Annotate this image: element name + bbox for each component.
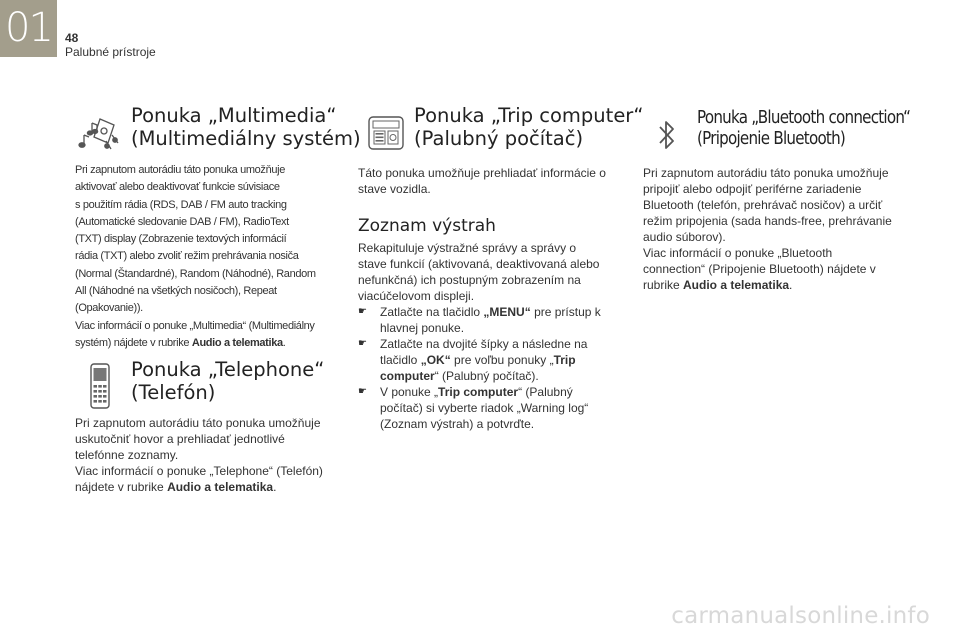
telephone-ref-prefix: nájdete v rubrike [75,480,168,494]
bluetooth-line-2: pripojiť alebo odpojiť periférne zariadenie [643,182,862,196]
bluetooth-line-7: connection“ (Pripojenie Bluetooth) nájdete v [643,262,876,276]
bluetooth-ref-link: Audio a telematika [683,278,790,292]
step-3-trip-computer-label: Trip computer [438,385,519,399]
bluetooth-line-3: Bluetooth (telefón, prehrávač nosičov) a určiť [643,198,883,212]
bullet-hand-icon: ☛ [358,338,367,349]
telephone-line-2: uskutočniť hovor a prehliadať jednotlivé [75,432,285,446]
telephone-line-1: Pri zapnutom autorádiu táto ponuka umožňuje [75,416,321,430]
step-1-text-a: Zatlačte na tlačidlo [380,305,484,319]
multimedia-ref-prefix: systém) nájdete v rubrike [75,336,192,349]
multimedia-line-5: (TXT) display (Zobrazenie textových informácií [75,233,287,246]
step-3-text-line3: (Zoznam výstrah) a potvrďte. [380,417,535,431]
telephone-heading-line1: Ponuka „Telephone“ [131,358,325,381]
multimedia-line-6: rádia (TXT) alebo zvoliť režim prehrávania nosiča [75,250,299,263]
step-1-text-line2: hlavnej ponuke. [380,321,465,335]
telephone-ref-link: Audio a telematika [167,480,274,494]
bluetooth-heading-line1: Ponuka „Bluetooth connection“ [697,107,911,128]
multimedia-line-7: (Normal (Štandardné), Random (Náhodné), Random [75,267,316,280]
telephone-heading [131,358,324,404]
multimedia-line-1: Pri zapnutom autorádiu táto ponuka umožňuje [75,164,285,176]
trip-intro-line-1: Táto ponuka umožňuje prehliadať informácie o [358,166,606,180]
warnings-line-4: viacúčelovom displeji. [358,289,475,303]
bluetooth-heading-line2: (Pripojenie Bluetooth) [697,128,846,149]
telephone-ref-suffix: . [273,480,277,494]
step-1-text-c: pre prístup k [530,305,601,319]
step-2-text-g: “ (Palubný počítač). [434,369,539,383]
warnings-line-1: Rekapituluje výstražné správy a správy o [358,241,577,255]
bluetooth-ref-suffix: . [789,278,793,292]
step-3-text-c: “ (Palubný [518,385,573,399]
bluetooth-ref-prefix: rubrike [643,278,684,292]
multimedia-line-11 [75,335,350,352]
trip-intro-line-2: stave vozidla. [358,182,431,196]
phone-handset-icon [89,363,111,409]
step-3-text-a: V ponuke „ [380,385,439,399]
warnings-line-2: stave funkcií (aktivovaná, deaktivovaná alebo [358,257,600,271]
step-2 [358,336,638,384]
trip-heading-line2: (Palubný počítač) [414,127,584,150]
bluetooth-line-6: Viac informácií o ponuke „Bluetooth [643,246,833,260]
multimedia-heading [131,104,361,150]
step-2-text-b: tlačidlo [380,353,421,367]
step-3 [358,384,638,432]
telephone-line-3: telefónne zoznamy. [75,448,179,462]
trip-computer-display-icon [368,116,404,150]
step-1 [358,304,638,336]
bluetooth-line-4: režim pripojenia (sada hands-free, prehrávanie [643,214,892,228]
section-title: Palubné prístroje [65,45,156,59]
multimedia-line-9: (Opakovanie)). [75,302,143,315]
warnings-body [358,240,638,432]
bullet-hand-icon: ☛ [358,306,367,317]
bluetooth-line-1: Pri zapnutom autorádiu táto ponuka umožňuje [643,166,889,180]
step-2-text-d: pre voľbu ponuky „ [450,353,554,367]
multimedia-line-4: (Automatické sledovanie DAB / FM), RadioText [75,215,289,228]
multimedia-line-10: Viac informácií o ponuke „Multimedia“ (Multimediálny [75,319,315,332]
multimedia-line-2: aktivovať alebo deaktivovať funkcie súvisiace [75,181,280,194]
multimedia-ref-suffix: . [282,336,286,349]
multimedia-body [75,162,350,352]
telephone-heading-line2: (Telefón) [131,381,216,404]
step-2-computer-label: computer [380,369,435,383]
multimedia-line-3: s použitím rádia (RDS, DAB / FM auto tracking [75,198,287,211]
telephone-line-4: Viac informácií o ponuke „Telephone“ (Telefón) [75,464,323,478]
bluetooth-icon [657,117,677,153]
watermark: carmanualsonline.info [671,603,930,629]
step-2-text-a: Zatlačte na dvojité šípky a následne na [380,337,588,351]
step-2-trip-label: Trip [553,353,576,367]
menu-button-label: „MENU“ [483,305,531,319]
warnings-line-3: nefunkčná) ich postupným zobrazením na [358,273,581,287]
page-number: 48 [65,31,79,45]
telephone-body [75,415,350,495]
multimedia-ref-link: Audio a telematika [191,336,283,349]
step-3-text-line2: počítač) si vyberte riadok „Warning log“ [380,401,589,415]
bullet-hand-icon: ☛ [358,386,367,397]
bluetooth-line-5: audio súborov). [643,230,726,244]
trip-heading [414,104,643,150]
trip-intro [358,165,633,197]
telephone-line-5 [75,479,350,495]
bluetooth-body [643,165,923,293]
multimedia-line-8: All (Náhodné na všetkých nosičoch), Repeat [75,285,277,298]
multimedia-heading-line2: (Multimediálny systém) [131,127,361,150]
multimedia-heading-line1: Ponuka „Multimedia“ [131,104,337,127]
trip-heading-line1: Ponuka „Trip computer“ [414,104,644,127]
bluetooth-line-8 [643,277,923,293]
ok-button-label: „OK“ [420,353,451,367]
chapter-number-tab: 01 [0,0,57,57]
warnings-log-heading: Zoznam výstrah [358,216,496,236]
bluetooth-heading [697,107,910,149]
multimedia-music-icon [78,113,122,153]
